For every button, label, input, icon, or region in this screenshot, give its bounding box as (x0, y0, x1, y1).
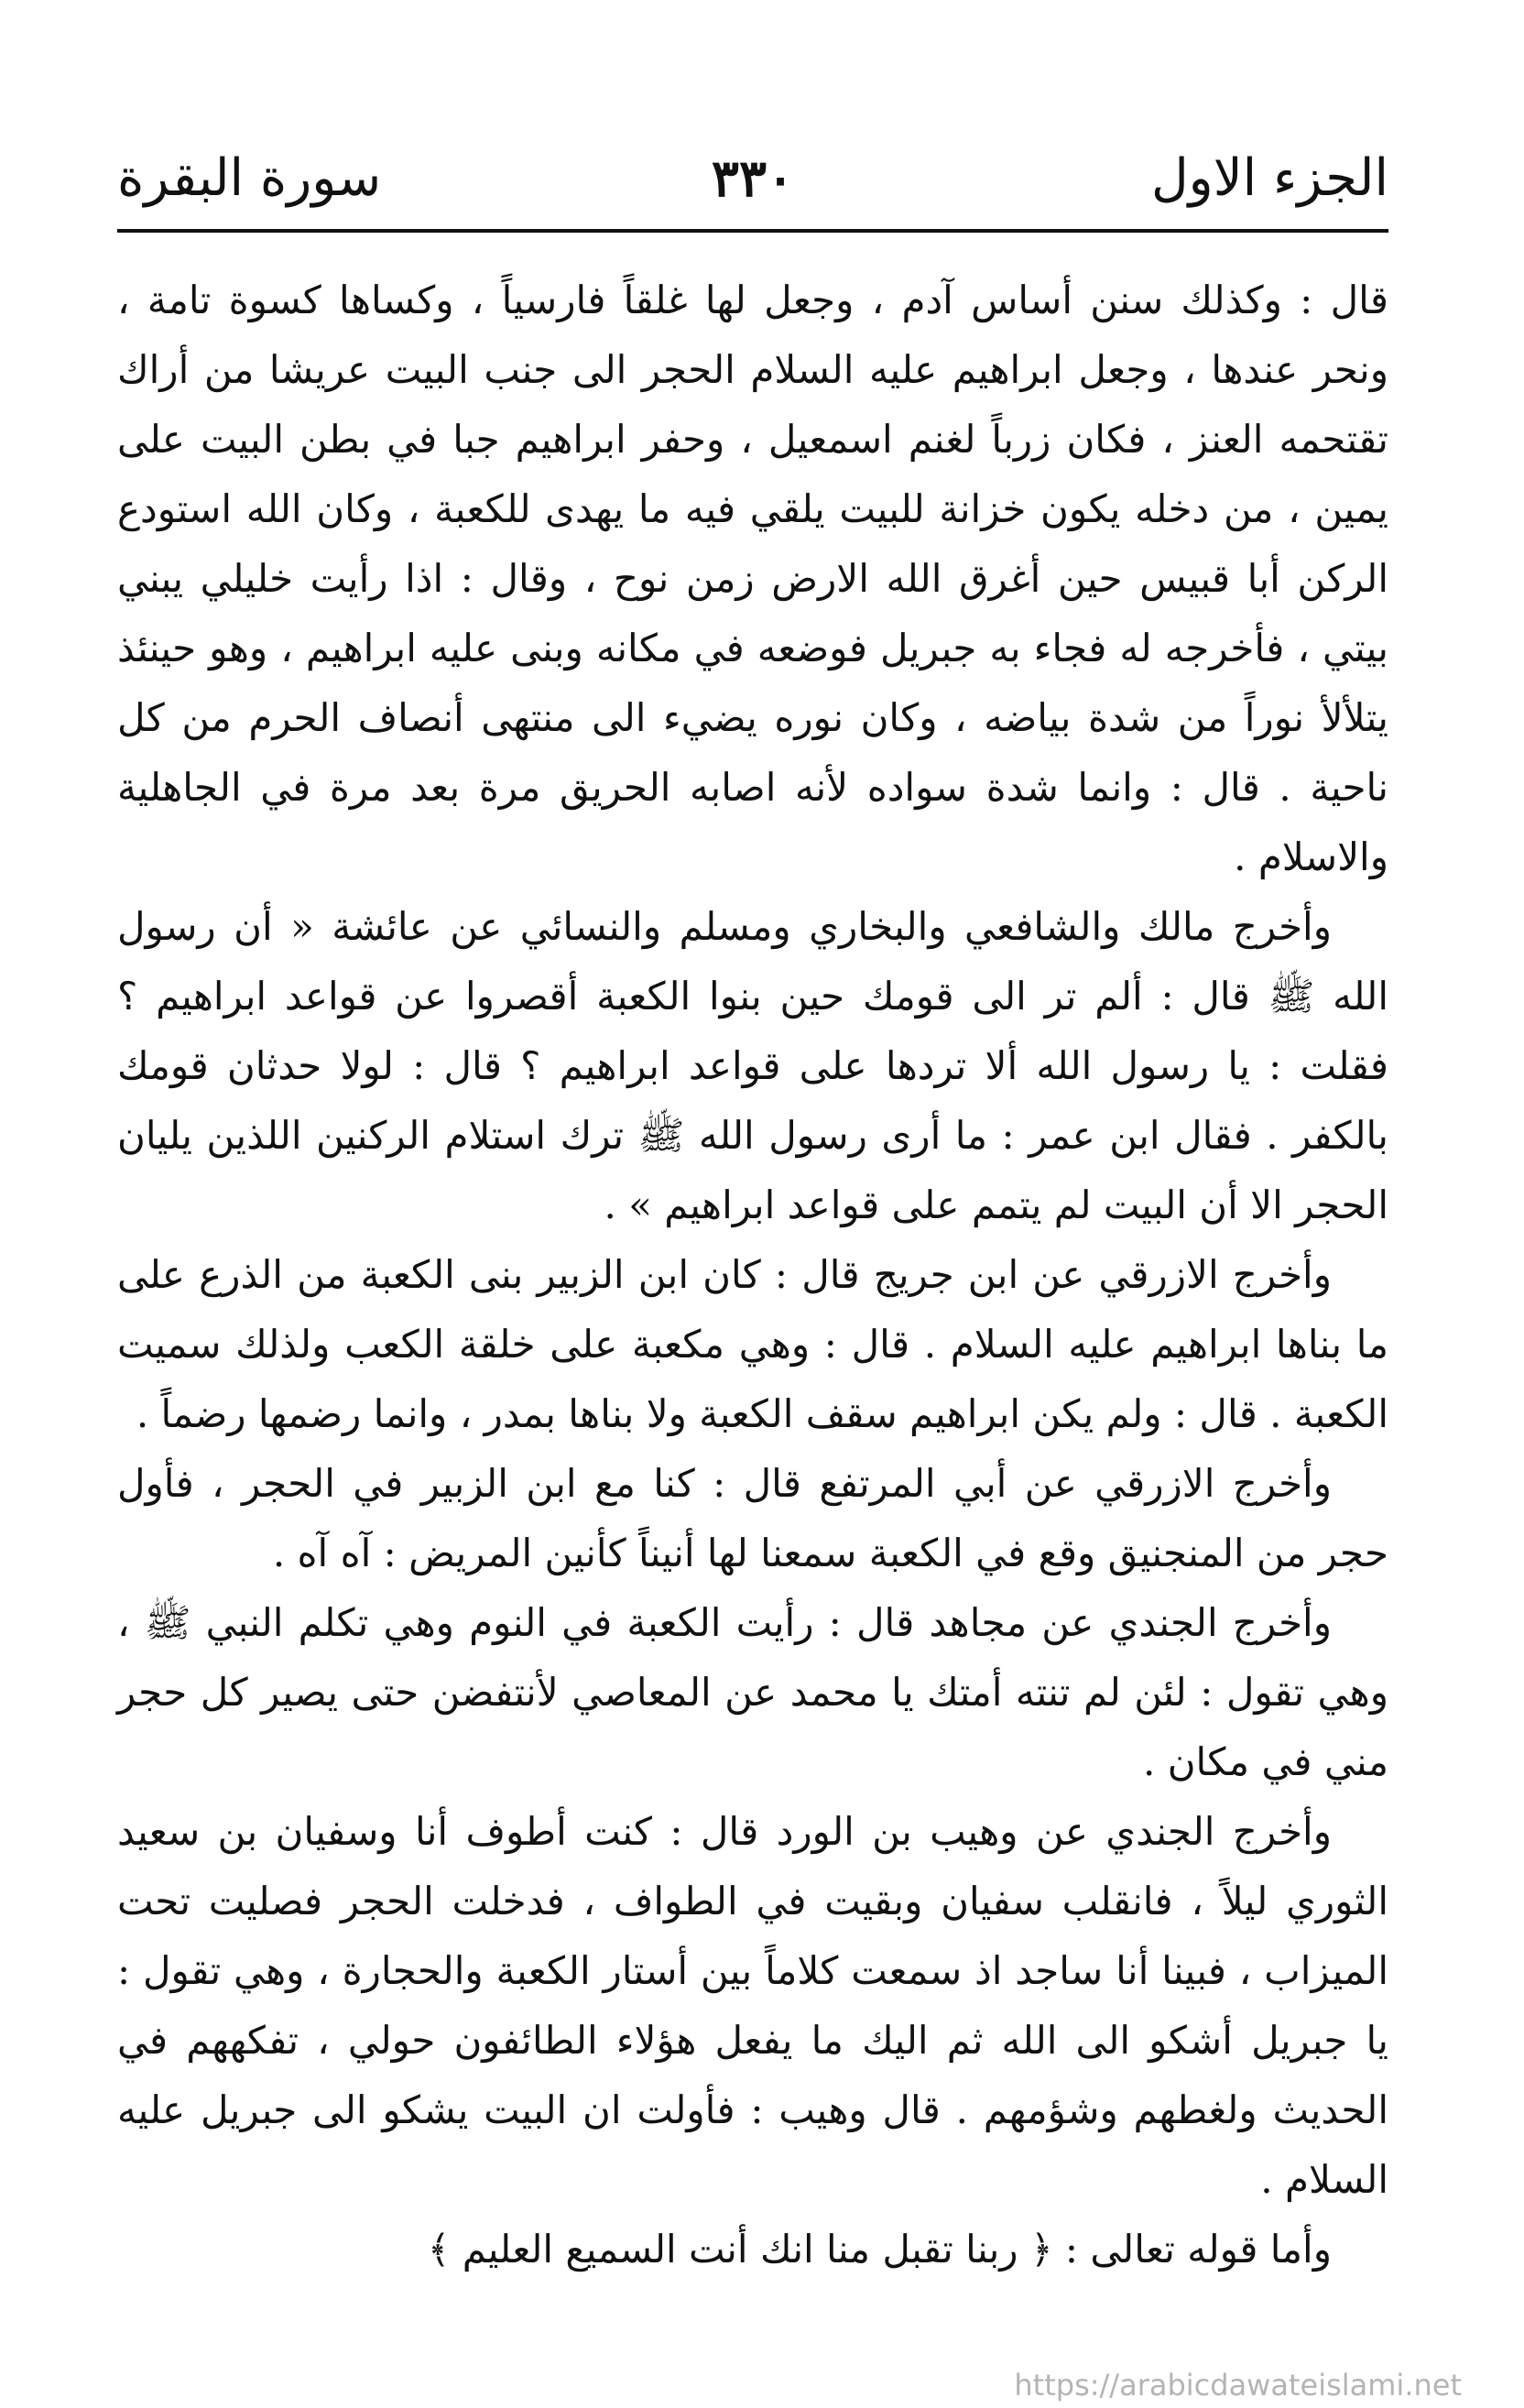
surah-label: سورة البقرة (117, 148, 382, 208)
page-number: ٣٣٠ (711, 148, 795, 209)
body-text (117, 266, 1388, 2284)
watermark-url: https://arabicdawateislami.net (1014, 2368, 1462, 2403)
paragraph-2: وأخرج مالك والشافعي والبخاري ومسلم والنسائي عن عائشة « أن رسول الله ﷺ قال : ألم تر الى قومك حين بنوا الكعبة أقصروا عن قواعد ابراهيم ؟ فقلت : يا رسول الله ألا تردها على قواعد ابراهيم ؟ قال : لولا حدثان قومك بالكفر . فقال ابن عمر : ما أرى رسول الله ﷺ ترك استلام الركنين اللذين يليان الحجر الا أن البيت لم يتمم على قواعد ابراهيم » . (117, 904, 1388, 1227)
paragraph-3: وأخرج الازرقي عن ابن جريج قال : كان ابن الزبير بنى الكعبة من الذرع على ما بناها ابراهيم عليه السلام . قال : وهي مكعبة على خلقة الكعب ولذلك سميت الكعبة . قال : ولم يكن ابراهيم سقف الكعبة ولا بناها بمدر ، وانما رضمها رضماً . (117, 1252, 1388, 1436)
paragraph-7: وأما قوله تعالى : ﴿ ربنا تقبل منا انك أنت السميع العليم ﴾ (427, 2227, 1332, 2272)
paragraph-5: وأخرج الجندي عن مجاهد قال : رأيت الكعبة في النوم وهي تكلم النبي ﷺ ، وهي تقول : لئن لم تنته أمتك يا محمد عن المعاصي لأنتفضن حتى يصير كل حجر مني في مكان . (117, 1600, 1388, 1784)
paragraph-1: قال : وكذلك سنن أساس آدم ، وجعل لها غلقاً فارسياً ، وكساها كسوة تامة ، ونحر عندها ، وجعل ابراهيم عليه السلام الحجر الى جنب البيت عريشا من أراك تقتحمه العنز ، فكان زرباً لغنم اسمعيل ، وحفر ابراهيم جبا في بطن البيت على يمين ، من دخله يكون خزانة للبيت يلقي فيه ما يهدى للكعبة ، وكان الله استودع الركن أبا قبيس حين أغرق الله الارض زمن نوح ، وقال : اذا رأيت خليلي يبني بيتي ، فأخرجه له فجاء به جبريل فوضعه في مكانه وبنى عليه ابراهيم ، وهو حينئذ يتلألأ نوراً من شدة بياضه ، وكان نوره يضيء الى منتهى أنصاف الحرم من كل ناحية . قال : وانما شدة سواده لأنه اصابه الحريق مرة بعد مرة في الجاهلية والاسلام . (117, 278, 1388, 879)
header-rule (117, 229, 1388, 233)
part-label: الجزء الاول (1150, 148, 1388, 208)
page-header (117, 137, 1388, 220)
paragraph-4: وأخرج الازرقي عن أبي المرتفع قال : كنا مع ابن الزبير في الحجر ، فأول حجر من المنجنيق وقع في الكعبة سمعنا لها أنيناً كأنين المريض : آه آه . (117, 1461, 1388, 1575)
paragraph-6: وأخرج الجندي عن وهيب بن الورد قال : كنت أطوف أنا وسفيان بن سعيد الثوري ليلاً ، فانقلب سفيان وبقيت في الطواف ، فدخلت الحجر فصليت تحت الميزاب ، فبينا أنا ساجد اذ سمعت كلاماً بين أستار الكعبة والحجارة ، وهي تقول : يا جبريل أشكو الى الله ثم اليك ما يفعل هؤلاء الطائفون حولي ، تفكههم في الحديث ولغطهم وشؤمهم . قال وهيب : فأولت ان البيت يشكو الى جبريل عليه السلام . (117, 1809, 1388, 2202)
